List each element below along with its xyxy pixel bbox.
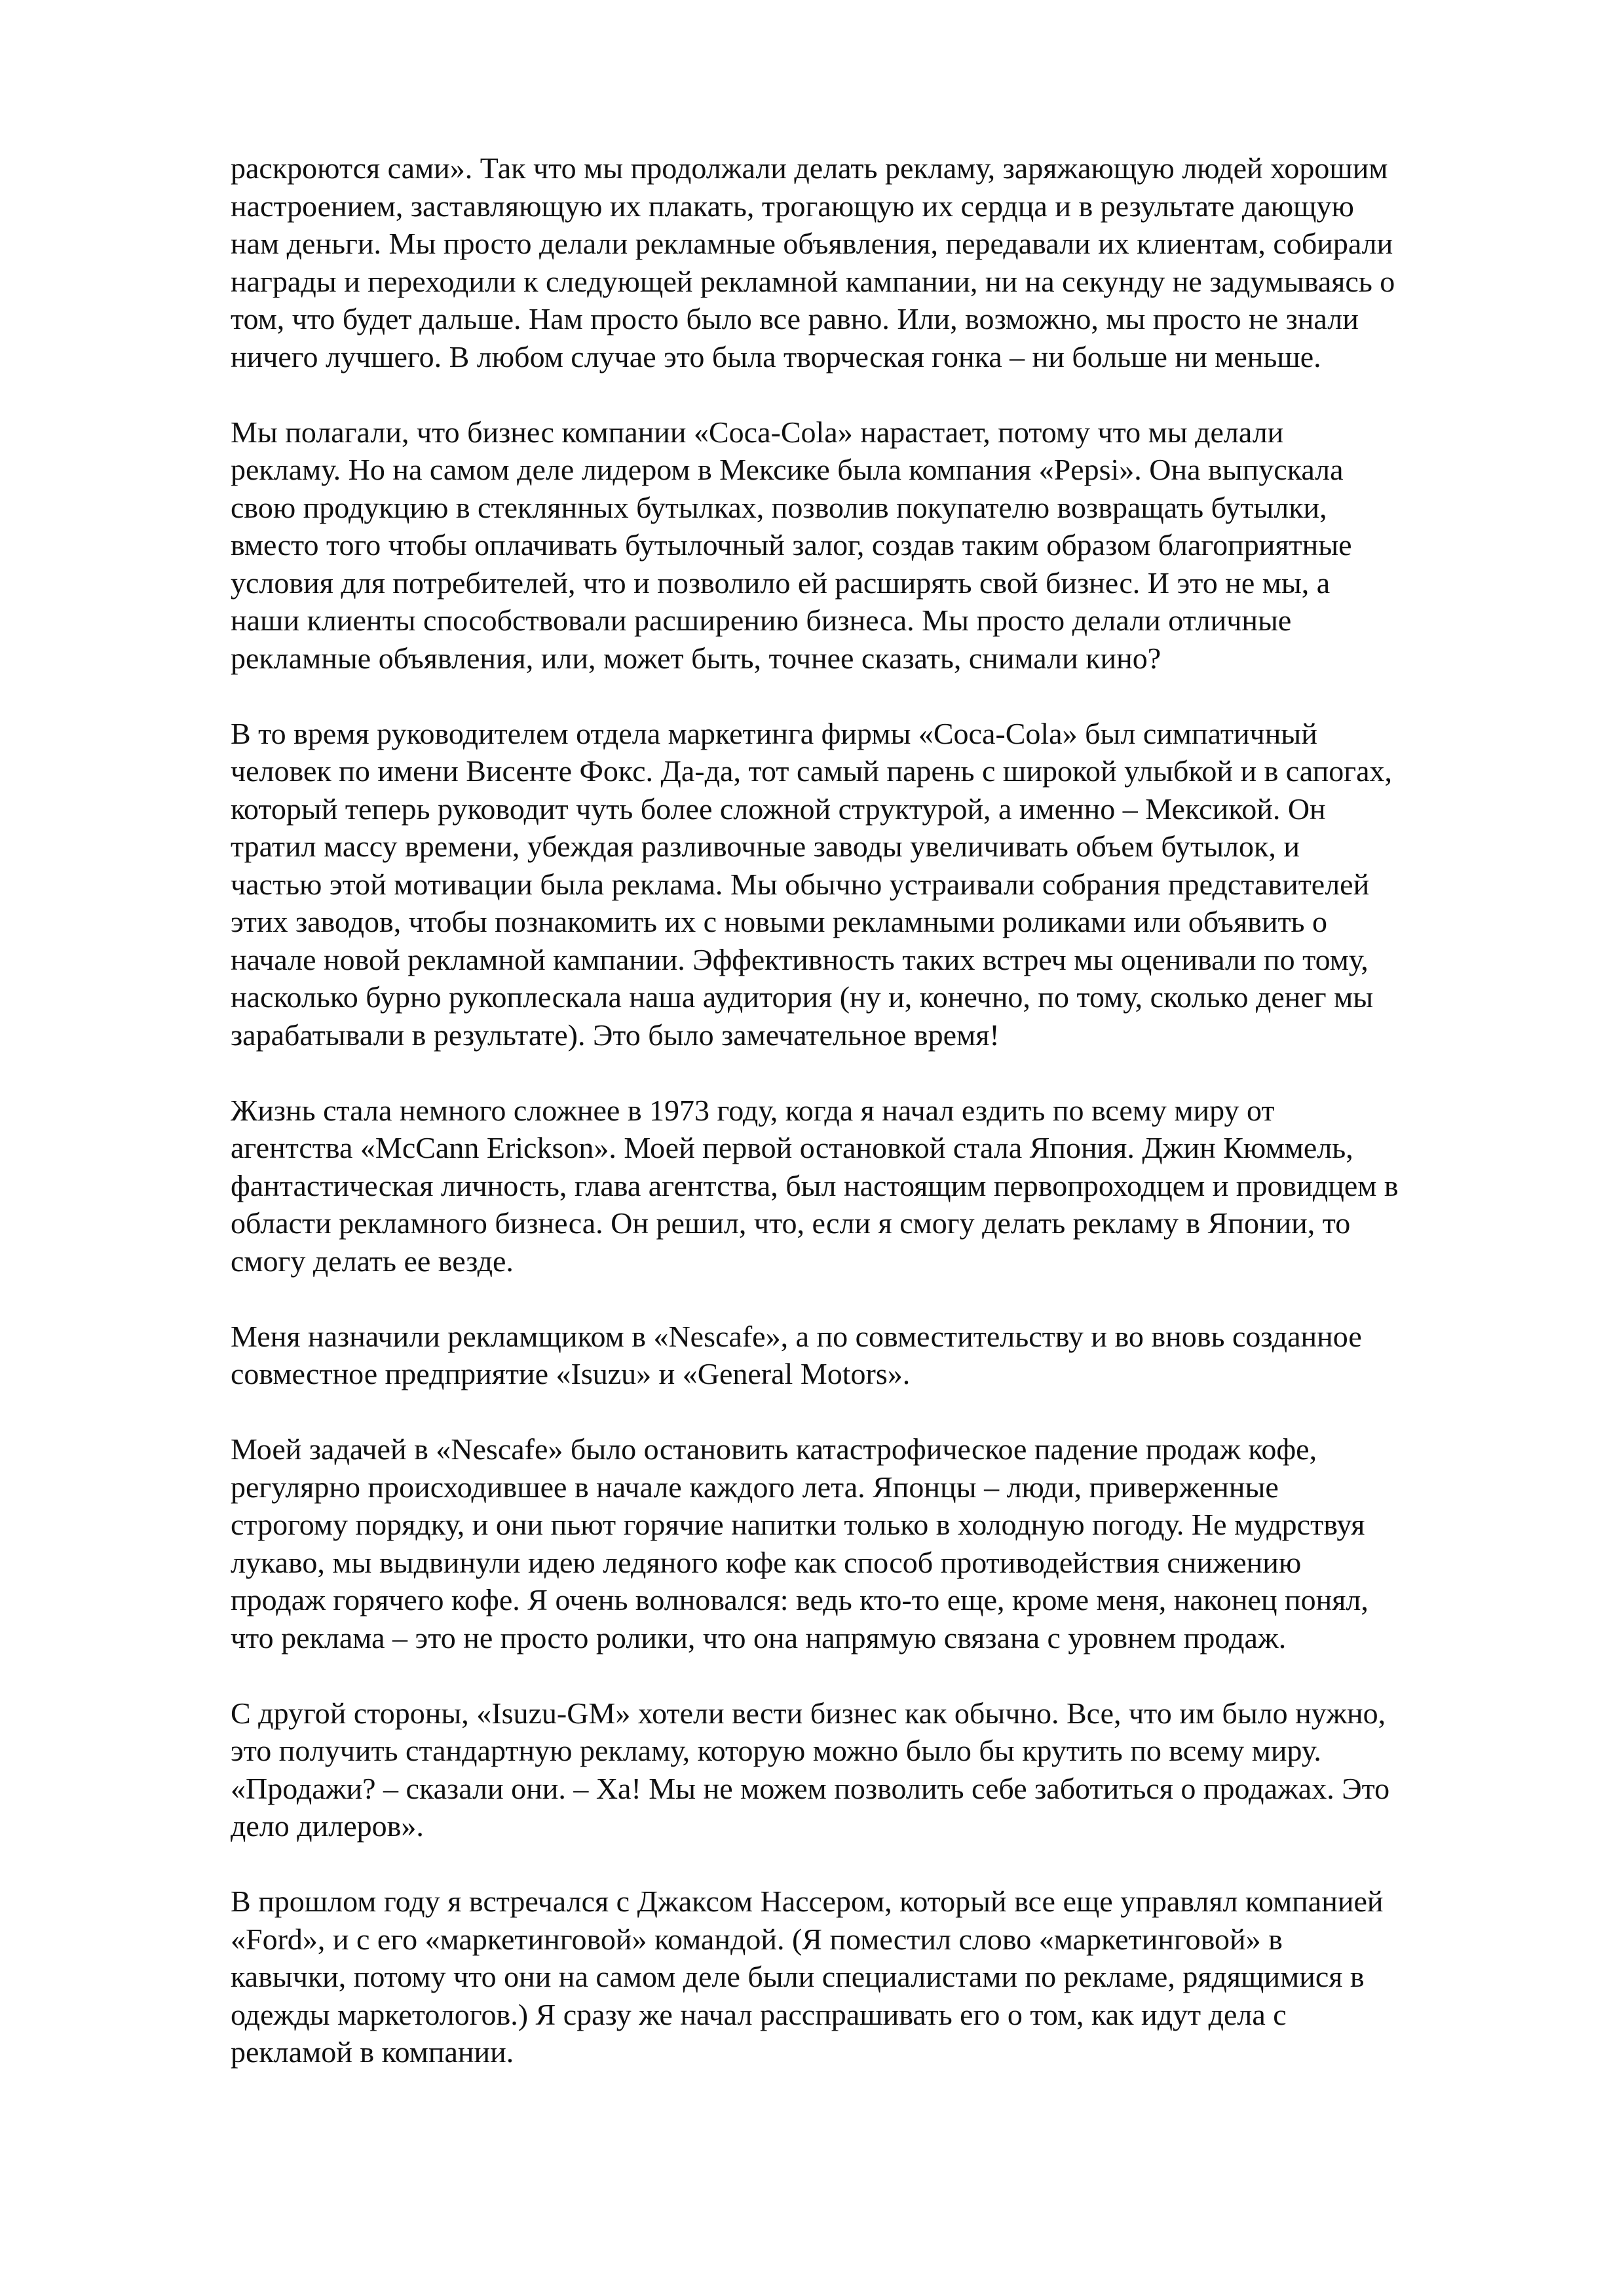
text-line: человек по имени Висенте Фокс. Да-да, тот самый парень с широкой улыбкой и в сапогах,	[231, 754, 1392, 788]
text-line: рекламные объявления, или, может быть, точнее сказать, снимали кино?	[231, 641, 1161, 675]
text-line: этих заводов, чтобы познакомить их с новыми рекламными роликами или объявить о	[231, 905, 1328, 938]
text-line: насколько бурно рукоплескала наша аудитория (ну и, конечно, по тому, сколько денег мы	[231, 980, 1374, 1014]
text-line: С другой стороны, «Isuzu-GM» хотели вести бизнес как обычно. Все, что им было нужно,	[231, 1696, 1386, 1730]
text-line: частью этой мотивации была реклама. Мы обычно устраивали собрания представителей	[231, 867, 1370, 901]
text-line: В прошлом году я встречался с Джаксом Нассером, который все еще управлял компанией	[231, 1885, 1384, 1918]
paragraph	[231, 1883, 1534, 2071]
text-line: «Продажи? – сказали они. – Ха! Мы не можем позволить себе заботиться о продажах. Это	[231, 1771, 1390, 1805]
text-line: дело дилеров».	[231, 1809, 424, 1843]
paragraph	[231, 1318, 1534, 1393]
text-line: Мы полагали, что бизнес компании «Coca-Cola» нарастает, потому что мы делали	[231, 415, 1284, 449]
text-line: раскроются сами». Так что мы продолжали делать рекламу, заряжающую людей хорошим	[231, 151, 1388, 185]
text-line: ничего лучшего. В любом случае это была творческая гонка – ни больше ни меньше.	[231, 339, 1321, 373]
text-line: фантастическая личность, глава агентства, был настоящим первопроходцем и провидцем в	[231, 1168, 1399, 1202]
text-line: тратил массу времени, убеждая разливочные заводы увеличивать объем бутылок, и	[231, 830, 1300, 863]
paragraph	[231, 1092, 1534, 1280]
text-line: наши клиенты способствовали расширению бизнеса. Мы просто делали отличные	[231, 603, 1292, 637]
text-line: «Ford», и с его «маркетинговой» командой. (Я поместил слово «маркетинговой» в	[231, 1922, 1283, 1956]
paragraph	[231, 715, 1534, 1054]
paragraph	[231, 413, 1534, 678]
text-line: регулярно происходившее в начале каждого лета. Японцы – люди, приверженные	[231, 1470, 1279, 1504]
text-line: свою продукцию в стеклянных бутылках, позволив покупателю возвращать бутылки,	[231, 490, 1327, 524]
text-line: вместо того чтобы оплачивать бутылочный залог, создав таким образом благоприятные	[231, 528, 1352, 562]
text-line: Моей задачей в «Nescafe» было остановить катастрофическое падение продаж кофе,	[231, 1432, 1317, 1466]
text-line: смогу делать ее везде.	[231, 1244, 514, 1278]
text-line: строгому порядку, и они пьют горячие напитки только в холодную погоду. Не мудрствуя	[231, 1508, 1365, 1541]
text-line: который теперь руководит чуть более сложной структурой, а именно – Мексикой. Он	[231, 792, 1326, 826]
text-line: продаж горячего кофе. Я очень волновался: ведь кто-то еще, кроме меня, наконец понял,	[231, 1583, 1369, 1617]
text-line: Жизнь стала немного сложнее в 1973 году, когда я начал ездить по всему миру от	[231, 1093, 1275, 1127]
text-line: это получить стандартную рекламу, которую можно было бы крутить по всему миру.	[231, 1734, 1321, 1767]
text-line: одежды маркетологов.) Я сразу же начал расспрашивать его о том, как идут дела с	[231, 1997, 1287, 2031]
paragraph	[231, 1694, 1534, 1845]
text-line: награды и переходили к следующей рекламной кампании, ни на секунду не задумываясь о	[231, 264, 1395, 298]
paragraph	[231, 1430, 1534, 1656]
paragraph	[231, 149, 1534, 375]
text-line: кавычки, потому что они на самом деле были специалистами по рекламе, рядящимися в	[231, 1960, 1365, 1993]
text-line: настроением, заставляющую их плакать, трогающую их сердца и в результате дающую	[231, 189, 1354, 223]
text-line: зарабатывали в результате). Это было замечательное время!	[231, 1018, 1000, 1052]
text-line: начале новой рекламной кампании. Эффективность таких встреч мы оценивали по тому,	[231, 942, 1369, 976]
text-line: нам деньги. Мы просто делали рекламные объявления, передавали их клиентам, собирали	[231, 227, 1393, 260]
text-line: агентства «McCann Erickson». Моей первой остановкой стала Япония. Джин Кюммель,	[231, 1131, 1353, 1164]
document-body	[231, 149, 1534, 2109]
text-line: Меня назначили рекламщиком в «Nescafe», а по совместительству и во вновь созданное	[231, 1319, 1362, 1353]
text-line: В то время руководителем отдела маркетинга фирмы «Coca-Cola» был симпатичный	[231, 716, 1317, 750]
text-line: рекламой в компании.	[231, 2035, 514, 2069]
text-line: том, что будет дальше. Нам просто было все равно. Или, возможно, мы просто не знали	[231, 302, 1359, 335]
text-line: области рекламного бизнеса. Он решил, что, если я смогу делать рекламу в Японии, то	[231, 1206, 1351, 1240]
text-line: что реклама – это не просто ролики, что она напрямую связана с уровнем продаж.	[231, 1620, 1287, 1655]
text-line: совместное предприятие «Isuzu» и «General Motors».	[231, 1357, 911, 1390]
text-line: условия для потребителей, что и позволило ей расширять свой бизнес. И это не мы, а	[231, 565, 1331, 600]
text-line: лукаво, мы выдвинули идею ледяного кофе как способ противодействия снижению	[231, 1545, 1302, 1579]
text-line: рекламу. Но на самом деле лидером в Мексике была компания «Pepsi». Она выпускала	[231, 453, 1344, 486]
